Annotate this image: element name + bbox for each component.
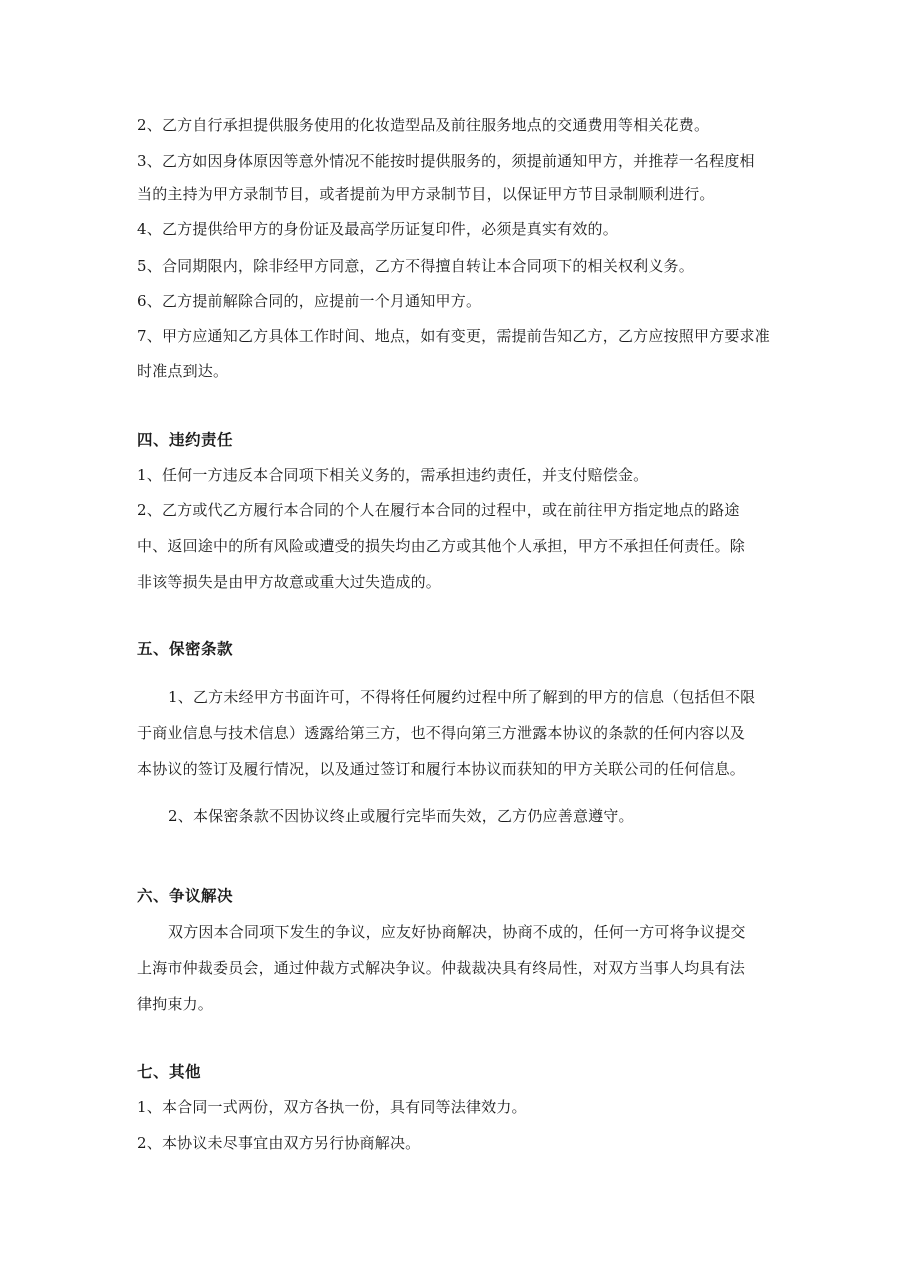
clause-3-item-3-line-1: 3、乙方如因身体原因等意外情况不能按时提供服务的，须提前通知甲方，并推荐一名程度相 bbox=[137, 152, 755, 170]
clause-6-paragraph-line-2: 上海市仲裁委员会，通过仲裁方式解决争议。仲裁裁决具有终局性，对双方当事人均具有法 bbox=[137, 959, 746, 977]
clause-6-paragraph-line-1: 双方因本合同项下发生的争议，应友好协商解决，协商不成的，任何一方可将争议提交 bbox=[168, 923, 746, 941]
section-4-heading: 四、违约责任 bbox=[137, 430, 234, 449]
clause-3-item-4: 4、乙方提供给甲方的身份证及最高学历证复印件，必须是真实有效的。 bbox=[137, 220, 618, 238]
clause-7-item-2: 2、本协议未尽事宜由双方另行协商解决。 bbox=[137, 1134, 421, 1152]
clause-7-item-1: 1、本合同一式两份，双方各执一份，具有同等法律效力。 bbox=[137, 1098, 527, 1116]
clause-3-item-2: 2、乙方自行承担提供服务使用的化妆造型品及前往服务地点的交通费用等相关花费。 bbox=[137, 116, 710, 134]
clause-3-item-7-line-1: 7、甲方应通知乙方具体工作时间、地点，如有变更，需提前告知乙方，乙方应按照甲方要求准 bbox=[137, 327, 770, 345]
section-5-heading: 五、保密条款 bbox=[137, 639, 234, 658]
clause-5-item-2: 2、本保密条款不因协议终止或履行完毕而失效，乙方仍应善意遵守。 bbox=[168, 807, 634, 825]
clause-5-item-1-line-3: 本协议的签订及履行情况，以及通过签订和履行本协议而获知的甲方关联公司的任何信息。 bbox=[137, 760, 746, 778]
section-6-heading: 六、争议解决 bbox=[137, 886, 234, 905]
clause-4-item-2-line-1: 2、乙方或代乙方履行本合同的个人在履行本合同的过程中，或在前往甲方指定地点的路途 bbox=[137, 501, 740, 519]
clause-5-item-1-line-1: 1、乙方未经甲方书面许可，不得将任何履约过程中所了解到的甲方的信息（包括但不限 bbox=[168, 688, 756, 706]
clause-3-item-6: 6、乙方提前解除合同的，应提前一个月通知甲方。 bbox=[137, 292, 482, 310]
clause-4-item-2-line-2: 中、返回途中的所有风险或遭受的损失均由乙方或其他个人承担，甲方不承担任何责任。除 bbox=[137, 537, 746, 555]
clause-3-item-7-line-2: 时准点到达。 bbox=[137, 362, 229, 380]
clause-3-item-3-line-2: 当的主持为甲方录制节目，或者提前为甲方录制节目，以保证甲方节目录制顺利进行。 bbox=[137, 185, 715, 203]
clause-4-item-1: 1、任何一方违反本合同项下相关义务的，需承担违约责任，并支付赔偿金。 bbox=[137, 466, 649, 484]
clause-6-paragraph-line-3: 律拘束力。 bbox=[137, 995, 214, 1013]
clause-4-item-2-line-3: 非该等损失是由甲方故意或重大过失造成的。 bbox=[137, 573, 442, 591]
clause-5-item-1-line-2: 于商业信息与技术信息）透露给第三方，也不得向第三方泄露本协议的条款的任何内容以及 bbox=[137, 724, 746, 742]
section-7-heading: 七、其他 bbox=[137, 1062, 202, 1081]
clause-3-item-5: 5、合同期限内，除非经甲方同意，乙方不得擅自转让本合同项下的相关权利义务。 bbox=[137, 257, 694, 275]
